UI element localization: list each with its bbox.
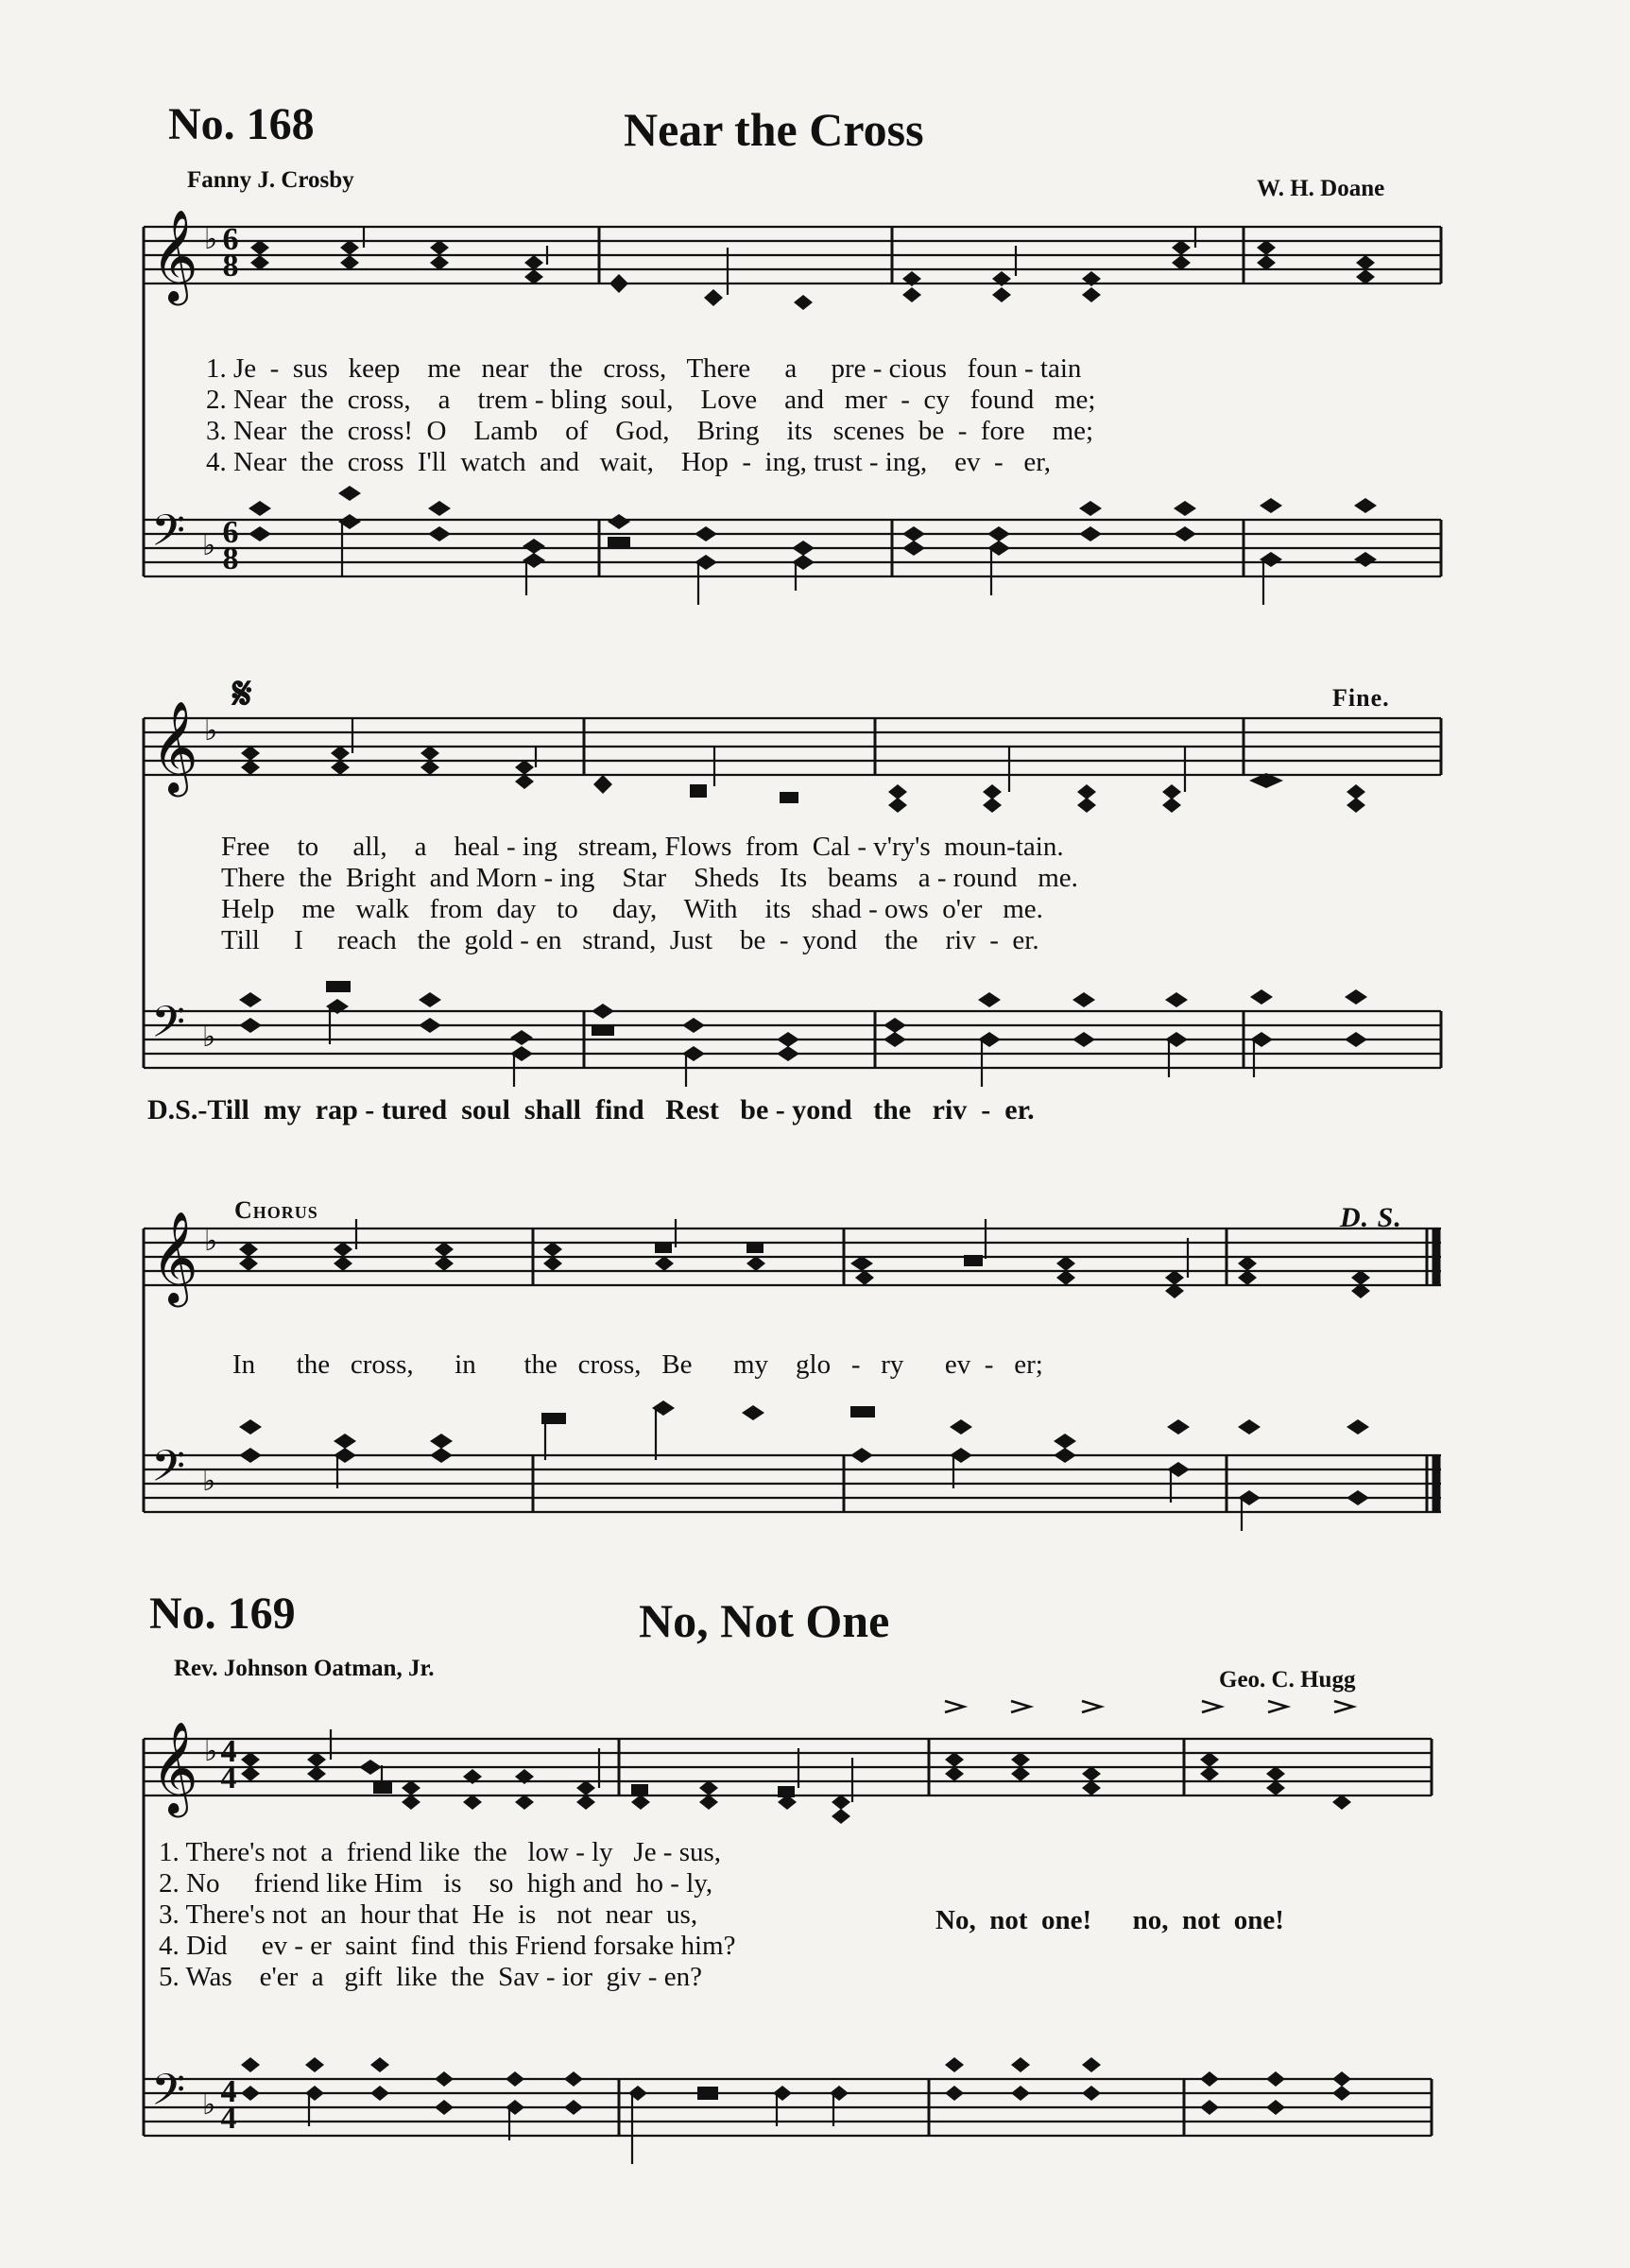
flat-icon: ♭: [202, 1021, 216, 1054]
segno-icon: 𝄋: [232, 667, 252, 720]
flat-icon: ♭: [202, 2088, 216, 2122]
bass-clef-icon: 𝄢: [151, 2065, 186, 2126]
hymn-169-author: Rev. Johnson Oatman, Jr.: [174, 1656, 435, 1681]
flat-icon: ♭: [202, 1465, 216, 1498]
hymn-168-number: No. 168: [168, 99, 315, 149]
hymn-168-composer: W. H. Doane: [1257, 176, 1385, 201]
verse-line-2: 2. Near the cross, a trem - bling soul, Love and mer - cy found me;: [206, 385, 1096, 415]
verse-line-4: 4. Near the cross I'll watch and wait, Hop - ing, trust - ing, ev - er,: [206, 447, 1051, 477]
flat-icon: ♭: [204, 223, 218, 256]
ds-lyric-line: D.S.-Till my rap - tured soul shall find Rest be - yond the riv - er.: [147, 1094, 1035, 1125]
verse-line-3: 3. Near the cross! O Lamb of God, Bring its scenes be - fore me;: [206, 416, 1094, 446]
chorus-lyric-line: In the cross, in the cross, Be my glo - ry ev - er;: [232, 1349, 1043, 1380]
bass-clef-icon: 𝄢: [151, 1441, 186, 1503]
treble-clef-icon: 𝄞: [151, 1211, 198, 1303]
verse-line-3: Help me walk from day to day, With its shad - ows o'er me.: [221, 894, 1043, 924]
time-signature-169-bass: 4 4: [220, 2074, 237, 2136]
bass-clef-icon: 𝄢: [151, 997, 186, 1058]
time-signature-168-bass: 6 8: [222, 515, 239, 576]
flat-icon: ♭: [204, 1735, 218, 1768]
verse-line-1: 1. Je - sus keep me near the cross, There a pre - cious foun - tain: [206, 353, 1082, 384]
verse-line-5: 5. Was e'er a gift like the Sav - ior giv - en?: [159, 1962, 702, 1992]
refrain-line: No, not one! no, not one!: [935, 1905, 1284, 1935]
verse-line-2: 2. No friend like Him is so high and ho - ly,: [159, 1868, 713, 1899]
flat-icon: ♭: [204, 1225, 218, 1258]
treble-clef-icon: 𝄞: [151, 1721, 198, 1813]
verse-line-1: Free to all, a heal - ing stream, Flows from Cal - v'ry's moun-tain.: [221, 832, 1064, 862]
chorus-label: Chorus: [234, 1196, 318, 1224]
verse-line-2: There the Bright and Morn - ing Star Sheds Its beams a - round me.: [221, 863, 1078, 893]
fine-label: Fine.: [1332, 684, 1390, 712]
hymn-168-title: Near the Cross: [624, 103, 924, 156]
verse-line-3: 3. There's not an hour that He is not near us,: [159, 1899, 698, 1930]
verse-line-4: 4. Did ev - er saint find this Friend forsake him?: [159, 1931, 736, 1961]
hymn-169-number: No. 169: [149, 1589, 296, 1639]
hymn-169-composer: Geo. C. Hugg: [1219, 1667, 1356, 1692]
verse-line-4: Till I reach the gold - en strand, Just be - yond the riv - er.: [221, 925, 1039, 955]
time-signature-168-treble: 6 8: [222, 222, 239, 284]
hymn-168-author: Fanny J. Crosby: [187, 167, 354, 193]
verse-line-1: 1. There's not a friend like the low - ly Je - sus,: [159, 1837, 722, 1867]
bass-clef-icon: 𝄢: [151, 506, 186, 567]
flat-icon: ♭: [202, 529, 216, 562]
hymn-169-title: No, Not One: [639, 1594, 890, 1647]
treble-clef-icon: 𝄞: [151, 209, 198, 301]
ds-label: D. S.: [1340, 1202, 1402, 1233]
flat-icon: ♭: [204, 714, 218, 747]
treble-clef-icon: 𝄞: [151, 700, 198, 793]
time-signature-169-treble: 4 4: [220, 1734, 237, 1796]
